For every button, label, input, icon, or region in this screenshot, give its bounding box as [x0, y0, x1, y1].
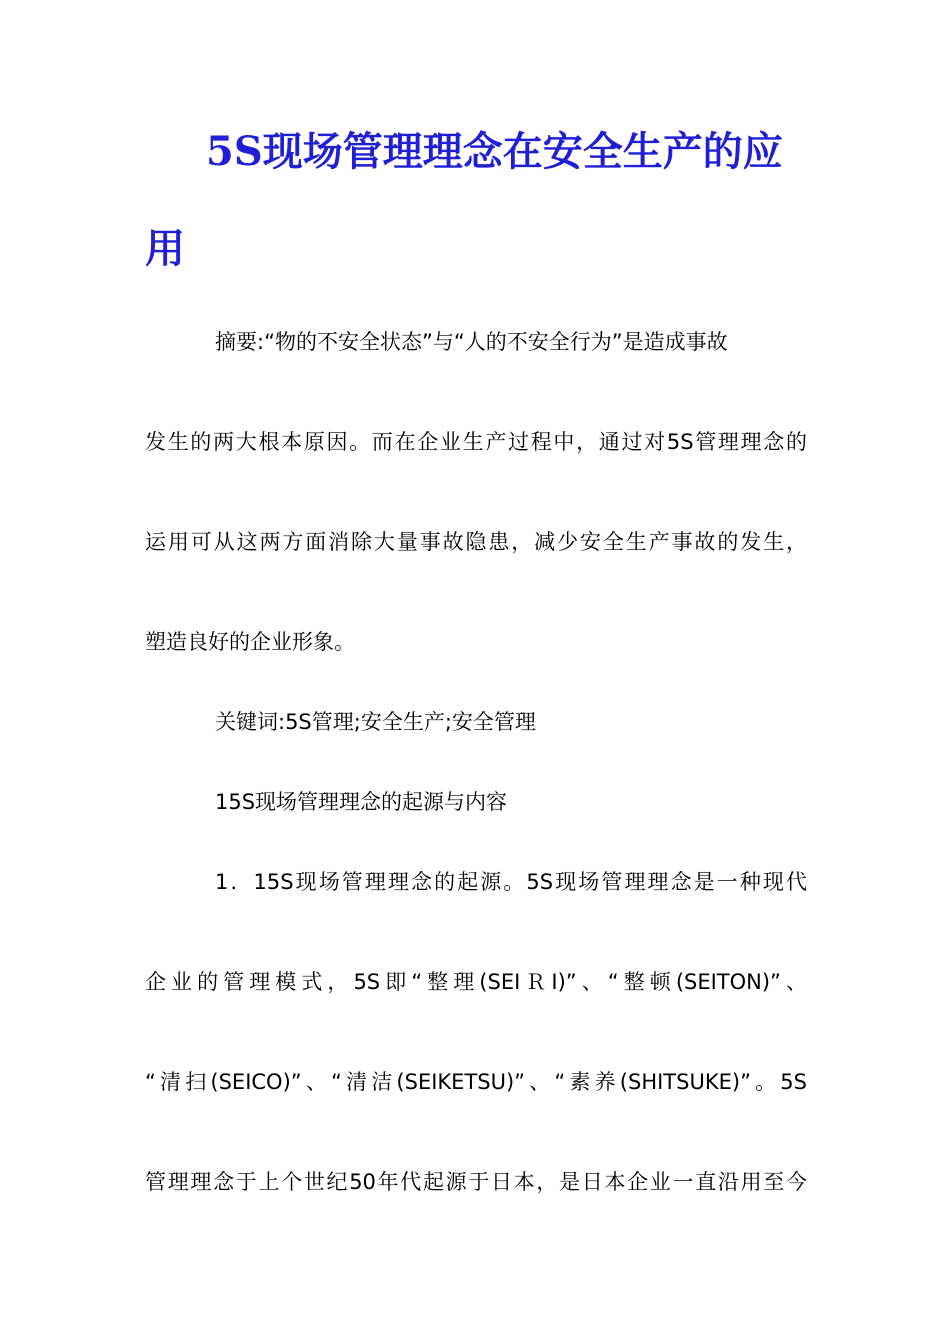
- document-title-line-2: 用: [145, 225, 185, 272]
- body-line-1: 1．15S现场管理理念的起源。5S现场管理理念是一种现代: [215, 870, 807, 894]
- abstract-line-2: 发生的两大根本原因。而在企业生产过程中，通过对5S管理理念的: [145, 430, 807, 454]
- document-title-line-1: 5S现场管理理念在安全生产的应: [206, 128, 783, 175]
- keywords-line: 关键词:5S管理;安全生产;安全管理: [215, 710, 536, 734]
- body-line-2: 企业的管理模式，5S即“整理(SEIＲI)”、“整顿(SEITON)”、: [145, 970, 807, 994]
- abstract-line-4: 塑造良好的企业形象。: [145, 630, 355, 654]
- abstract-line-1: 摘要:“物的不安全状态”与“人的不安全行为”是造成事故: [215, 330, 728, 354]
- body-line-3: “清扫(SEICO)”、“清洁(SEIKETSU)”、“素养(SHITSUKE)”。5S: [145, 1070, 807, 1094]
- abstract-line-3: 运用可从这两方面消除大量事故隐患，减少安全生产事故的发生，: [145, 530, 807, 554]
- section-heading: 15S现场管理理念的起源与内容: [215, 790, 508, 814]
- body-line-4: 管理理念于上个世纪50年代起源于日本，是日本企业一直沿用至今: [145, 1170, 807, 1194]
